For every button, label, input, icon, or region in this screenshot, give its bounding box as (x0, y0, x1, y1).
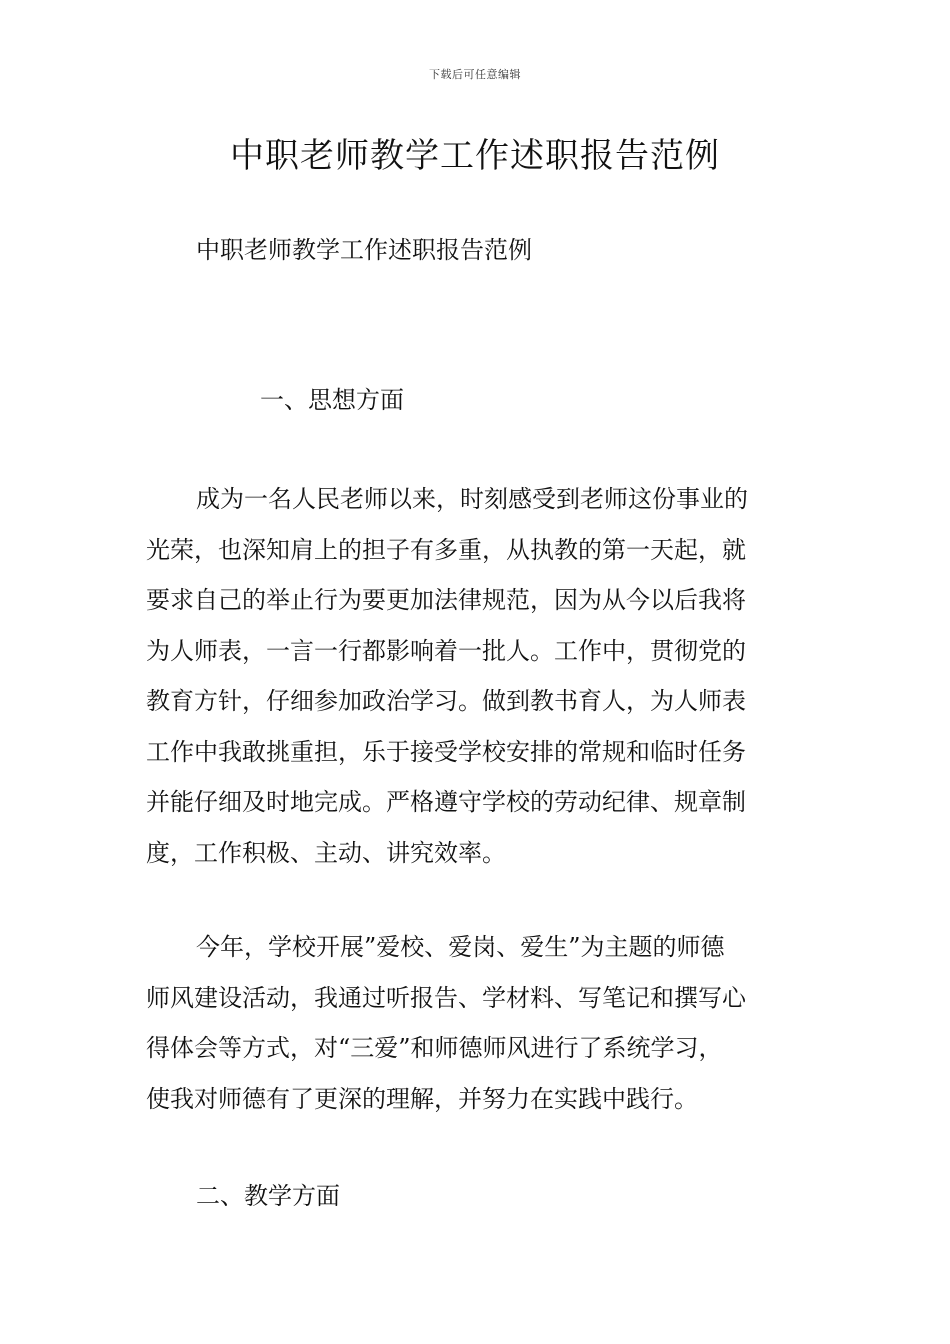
section-heading-thought: 一、思想方面 (260, 386, 404, 414)
paragraph-line: 为人师表，一言一行都影响着一批人。工作中，贯彻党的 (146, 636, 746, 665)
document-subtitle: 中职老师教学工作述职报告范例 (196, 236, 532, 264)
paragraph-line: 工作中我敢挑重担，乐于接受学校安排的常规和临时任务 (146, 737, 746, 766)
paragraph-line: 使我对师德有了更深的理解，并努力在实践中践行。 (146, 1084, 698, 1113)
section-heading-teaching: 二、教学方面 (196, 1182, 340, 1210)
paragraph-line: 要求自己的举止行为要更加法律规范，因为从今以后我将 (146, 586, 746, 614)
header-note: 下载后可任意编辑 (429, 68, 521, 81)
paragraph-line: 得体会等方式，对“三爱”和师德师风进行了系统学习， (146, 1034, 723, 1062)
paragraph-line: 师风建设活动，我通过听报告、学材料、写笔记和撰写心 (146, 983, 746, 1012)
paragraph-line: 光荣，也深知肩上的担子有多重，从执教的第一天起，就 (146, 535, 746, 564)
document-title: 中职老师教学工作述职报告范例 (230, 136, 720, 176)
paragraph-line: 教育方针，仔细参加政治学习。做到教书育人，为人师表 (146, 687, 746, 715)
paragraph-line: 今年，学校开展”爱校、爱岗、爱生”为主题的师德 (196, 933, 725, 961)
paragraph-thought (146, 474, 806, 878)
paragraph-ethics (146, 922, 806, 1124)
paragraph-line: 度，工作积极、主动、讲究效率。 (146, 838, 506, 867)
paragraph-line: 并能仔细及时地完成。严格遵守学校的劳动纪律、规章制 (146, 788, 746, 816)
paragraph-line: 成为一名人民老师以来，时刻感受到老师这份事业的 (196, 485, 748, 513)
